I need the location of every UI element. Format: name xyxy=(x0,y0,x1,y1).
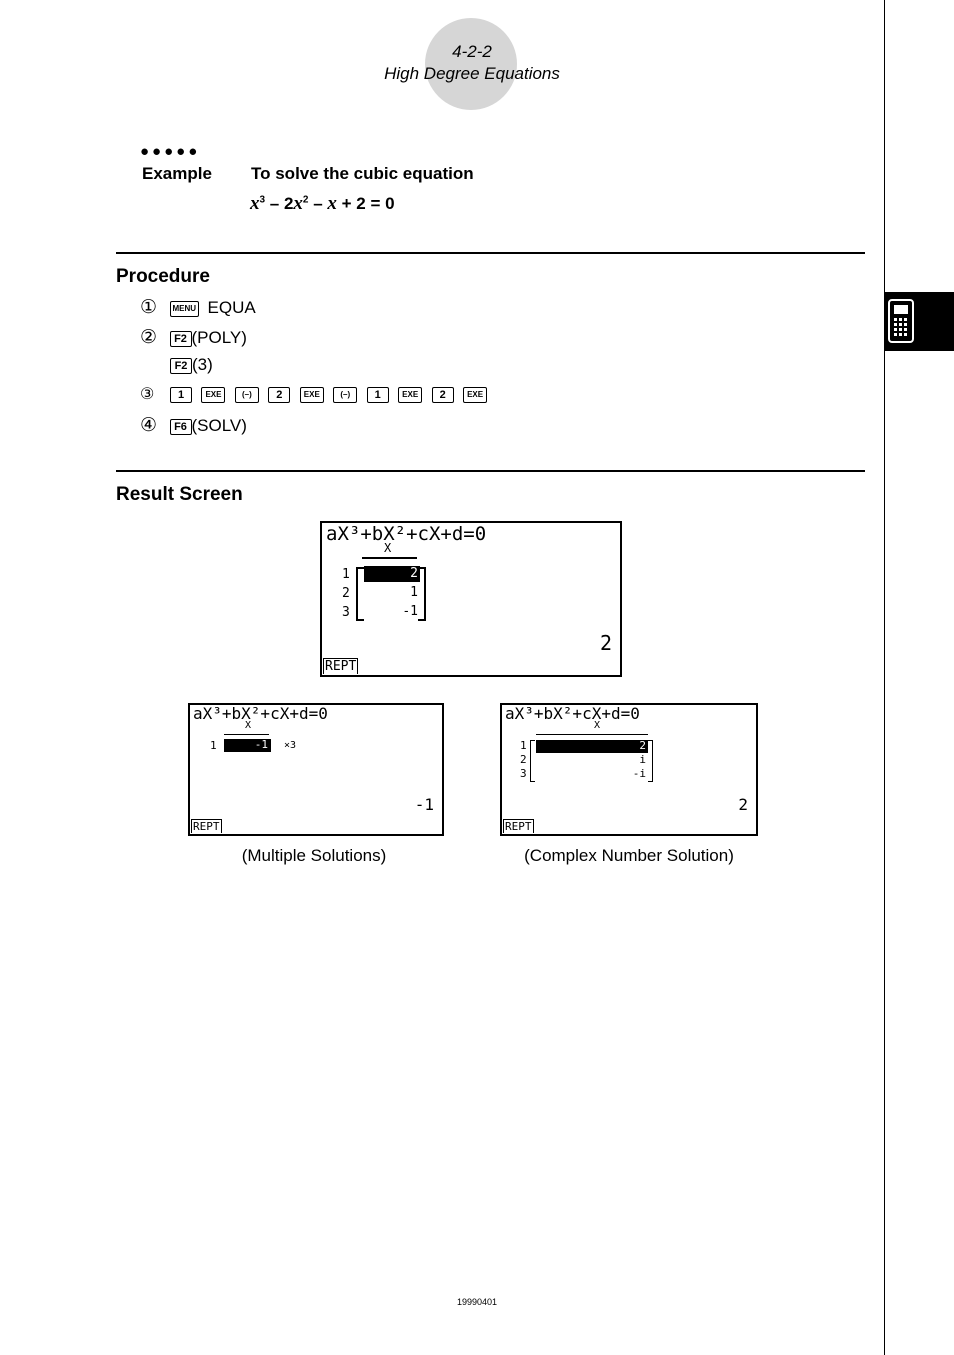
section-divider xyxy=(116,470,865,472)
column-header: X xyxy=(594,720,601,731)
row-index: 1 xyxy=(210,739,217,752)
procedure-step-2: ② F2 (POLY) xyxy=(140,327,247,348)
key-1: 1 xyxy=(367,387,389,403)
column-header-line xyxy=(362,557,417,559)
section-divider xyxy=(116,252,865,254)
matrix-bracket-left xyxy=(530,740,535,782)
row-index-list: 1 2 3 xyxy=(520,739,527,780)
multiplicity-marker: ×3 xyxy=(284,740,297,751)
column-header: X xyxy=(384,541,392,555)
selected-value-readout: -1 xyxy=(414,795,434,814)
exe-key: EXE xyxy=(300,387,324,403)
exe-key: EXE xyxy=(463,387,487,403)
procedure-step-4: ④ F6 (SOLV) xyxy=(140,415,247,436)
solution-values: 2 i -i xyxy=(632,739,646,780)
calculator-screen-complex xyxy=(500,703,758,836)
selected-value-readout: 2 xyxy=(599,631,612,655)
procedure-step-3-keys xyxy=(170,386,492,404)
calculator-screen-multiple xyxy=(188,703,444,836)
f6-key: F6 xyxy=(170,419,192,435)
page-title: High Degree Equations xyxy=(384,64,560,83)
key-1: 1 xyxy=(170,387,192,403)
f2-key: F2 xyxy=(170,331,192,347)
column-header-line xyxy=(224,734,269,735)
rept-function-key: REPT xyxy=(325,659,357,674)
matrix-bracket-right xyxy=(648,740,653,782)
menu-key: MENU xyxy=(170,301,200,317)
procedure-step-1: ① MENU EQUA xyxy=(140,297,256,318)
screen-title: aX³+bX²+cX+d=0 xyxy=(326,523,487,545)
cubic-equation: $x^3 - 2x^2 - x + 2 = 0$ xyxy=(250,193,395,214)
procedure-step-3-number: ③ xyxy=(140,386,155,403)
row-index-list: 1 2 3 xyxy=(342,567,350,620)
column-header-line xyxy=(536,734,648,735)
example-dots: ●●●●● xyxy=(140,143,201,160)
rept-function-key: REPT xyxy=(505,820,532,833)
example-label: Example xyxy=(142,164,212,183)
matrix-bracket-left xyxy=(356,567,364,621)
procedure-title: Procedure xyxy=(116,266,210,287)
complex-solution-caption: (Complex Number Solution) xyxy=(524,846,734,865)
chapter-tab xyxy=(885,292,954,351)
example-description: To solve the cubic equation xyxy=(251,164,474,183)
column-header: X xyxy=(245,720,252,731)
screen-title: aX³+bX²+cX+d=0 xyxy=(505,704,640,723)
calculator-icon xyxy=(885,292,954,351)
calculator-screen-main xyxy=(320,521,622,677)
key-2: 2 xyxy=(432,387,454,403)
key-2: 2 xyxy=(268,387,290,403)
screen-title: aX³+bX²+cX+d=0 xyxy=(193,704,328,723)
f2-key: F2 xyxy=(170,358,192,374)
exe-key: EXE xyxy=(201,387,225,403)
footer-code: 19990401 xyxy=(456,1297,498,1307)
negative-key: (–) xyxy=(333,387,357,403)
solution-values: 2 1 -1 xyxy=(402,566,418,619)
page-number: 4-2-2 xyxy=(452,42,492,61)
result-screen-title: Result Screen xyxy=(116,484,243,505)
exe-key: EXE xyxy=(398,387,422,403)
procedure-step-2b: F2 (3) xyxy=(170,355,213,375)
solution-value: -1 xyxy=(254,738,268,751)
multiple-solutions-caption: (Multiple Solutions) xyxy=(241,846,387,865)
selected-value-readout: 2 xyxy=(738,795,748,814)
negative-key: (–) xyxy=(235,387,259,403)
right-margin-rule xyxy=(884,0,885,1355)
rept-function-key: REPT xyxy=(193,820,220,833)
